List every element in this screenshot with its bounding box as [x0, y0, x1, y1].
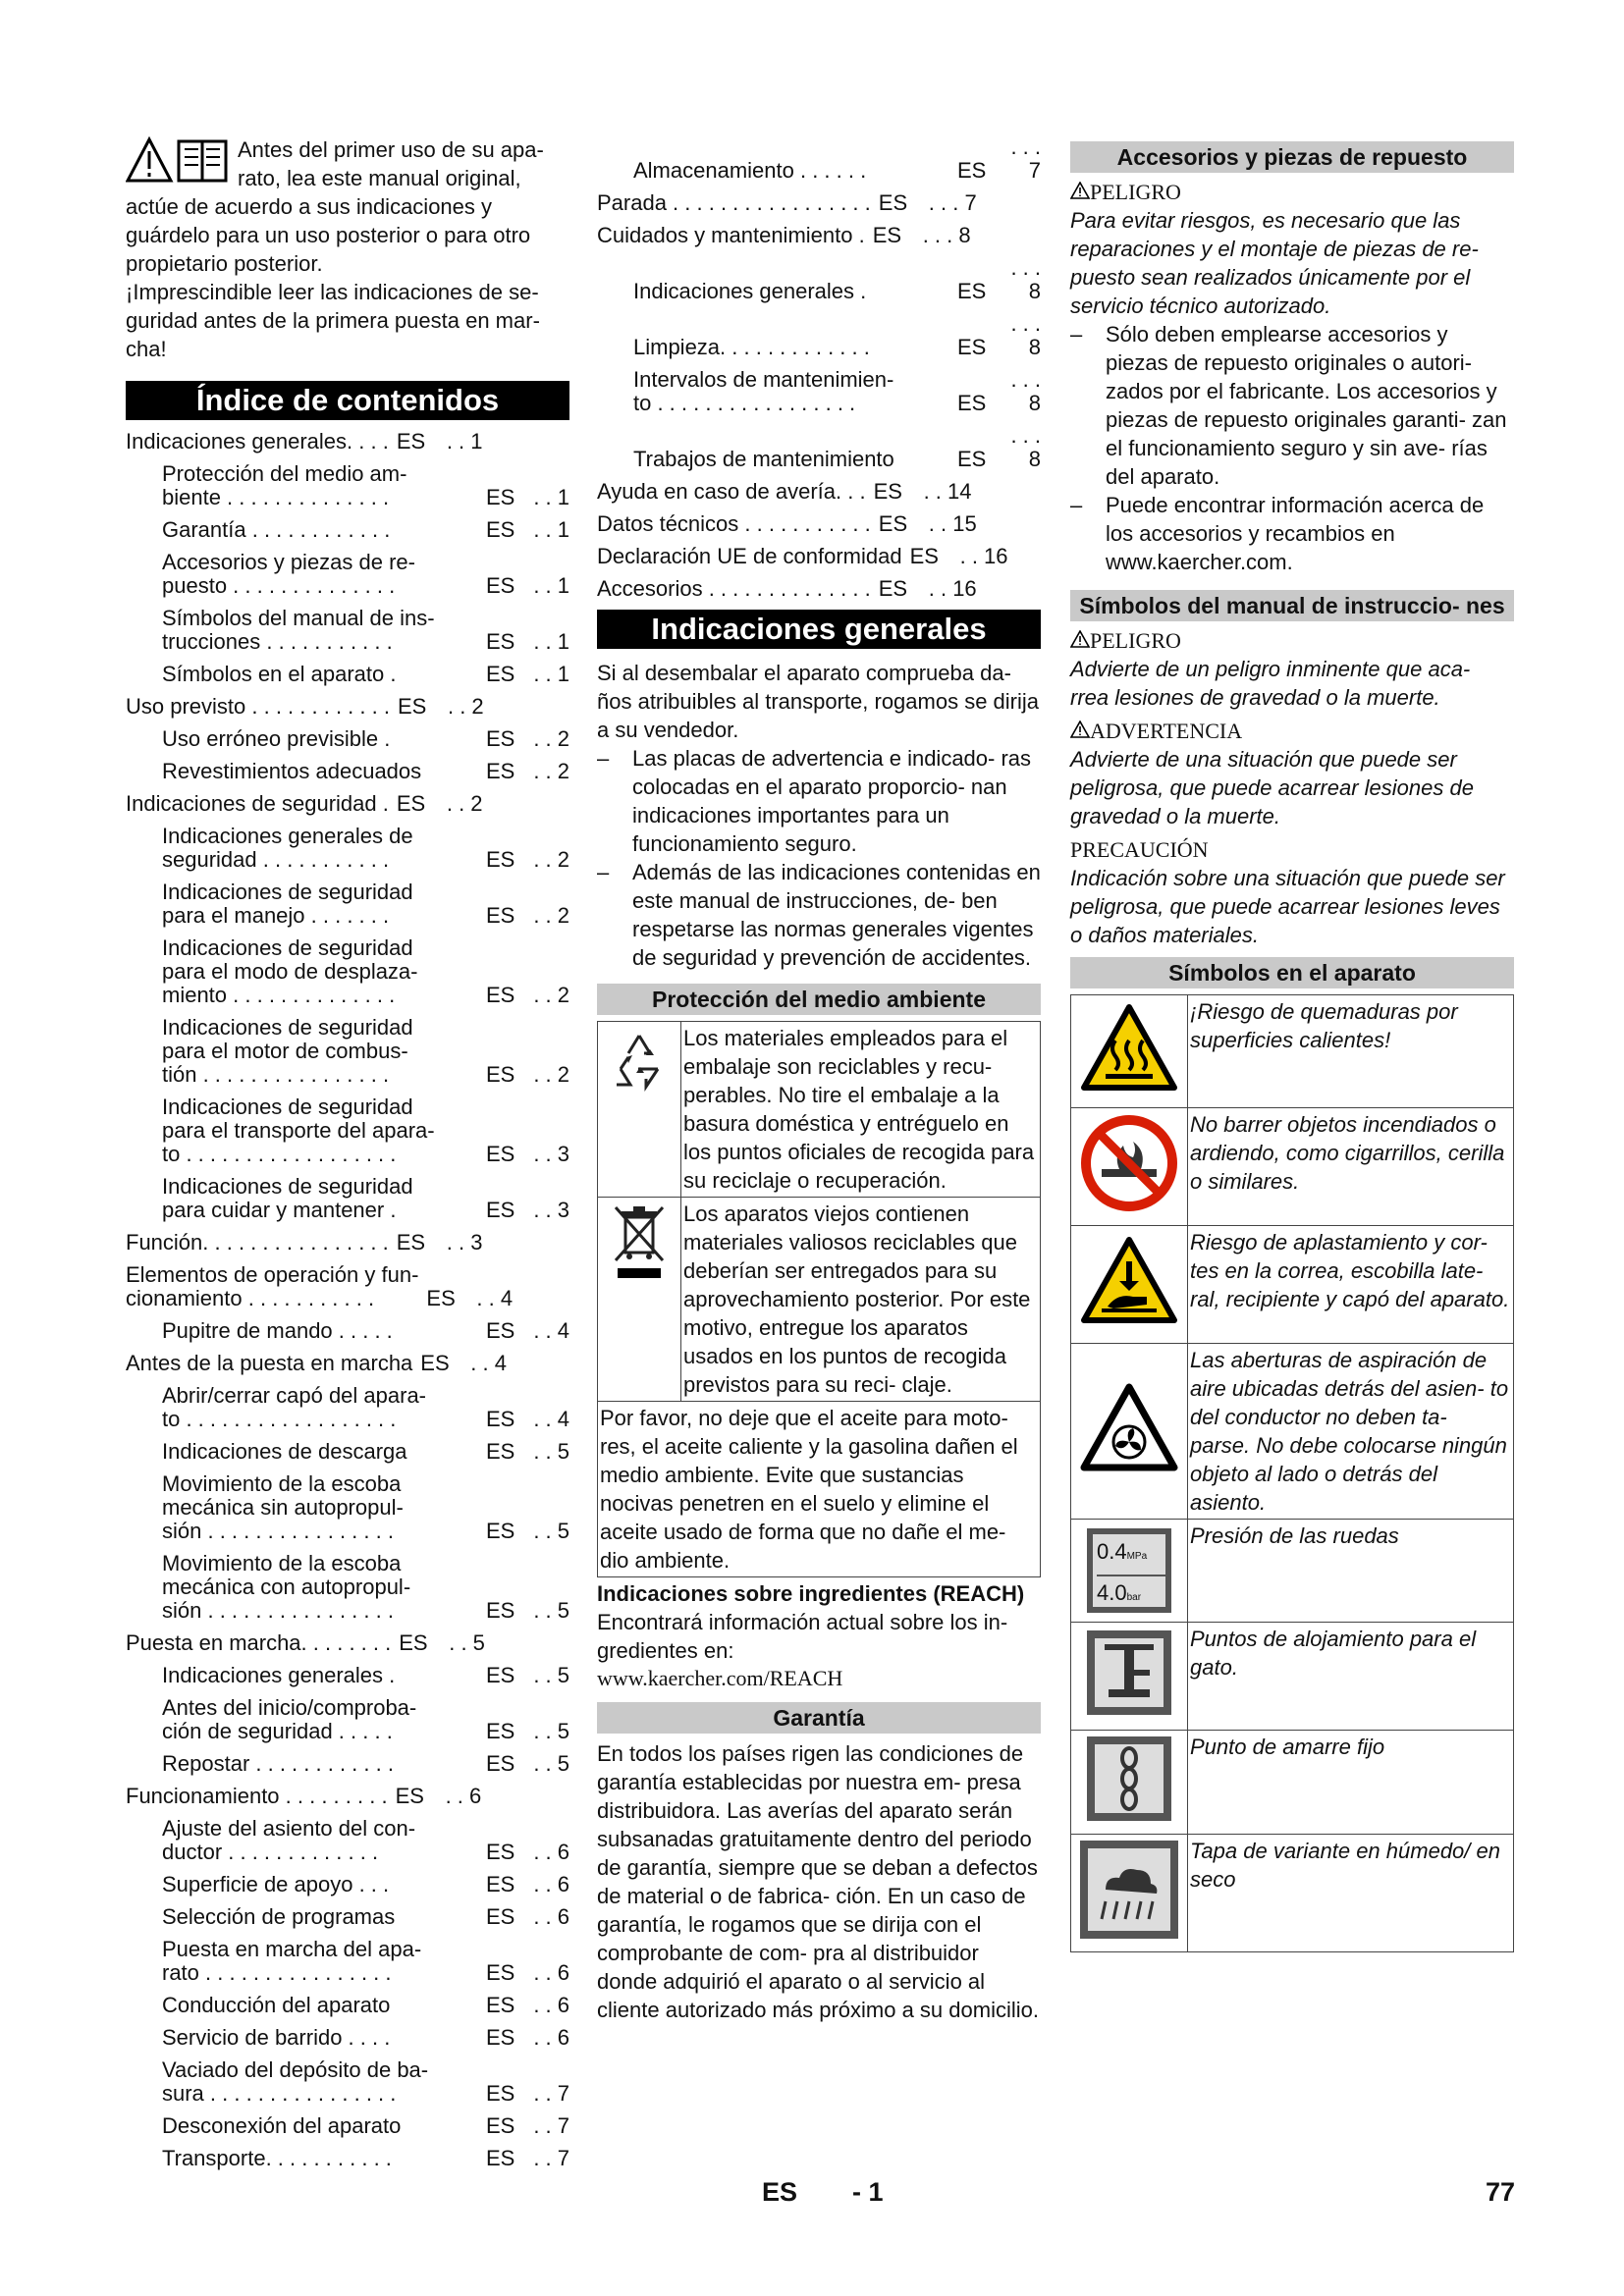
- toc-entry[interactable]: [597, 424, 1041, 471]
- symbol-wet-dry-text: Tapa de variante en húmedo/ en seco: [1188, 1835, 1514, 1952]
- toc-entry-title: Abrir/cerrar capó del apara- to . . . . . . . . . . . . . . . . . .: [162, 1383, 427, 1431]
- reach-url[interactable]: www.kaercher.com/REACH: [597, 1666, 843, 1690]
- device-symbols-title: Símbolos en el aparato: [1070, 957, 1514, 988]
- toc-entry-title: Parada . . . . . . . . . . . . . . . . .: [597, 190, 871, 215]
- toc-entry-lang: ES: [486, 1407, 515, 1431]
- toc-entry[interactable]: [597, 368, 1041, 415]
- toc-entry[interactable]: [126, 1994, 569, 2017]
- toc-entry-title: Indicaciones generales .: [633, 279, 867, 303]
- toc-entry-lang: ES: [486, 1904, 515, 1929]
- toc-entry[interactable]: [126, 1319, 569, 1343]
- toc-entry-title: Datos técnicos . . . . . . . . . . .: [597, 511, 871, 536]
- toc-entry[interactable]: [126, 462, 569, 509]
- toc-entry-lang: ES: [486, 1751, 515, 1776]
- toc-entry-lang: ES: [486, 2113, 515, 2138]
- column-left: [126, 135, 569, 2179]
- symbol-air-intake-text: Las aberturas de aspiración de aire ubicadas detrás del asien- to del conductor no deben ta- parse. No debe colocarse ningún objeto al lado o detrás del asiento.: [1188, 1344, 1514, 1520]
- toc-entry-title: Conducción del aparato: [162, 1993, 391, 2017]
- toc-entry-lang: ES: [957, 447, 987, 471]
- wet-dry-flap-icon: [1080, 1841, 1178, 1939]
- toc-entry-title: Movimiento de la escoba mecánica con autopropul- sión . . . . . . . . . . . . . . . .: [162, 1551, 411, 1623]
- toc-entry-title: Ajuste del asiento del con- ductor . . . . . . . . . . . . .: [162, 1816, 416, 1864]
- toc-entry-title: Indicaciones generales. . . .: [126, 429, 389, 454]
- toc-entry-title: Vaciado del depósito de ba- sura . . . . . . . . . . . . . . . .: [162, 2057, 429, 2106]
- toc-entry[interactable]: [126, 1231, 569, 1255]
- toc-entry[interactable]: [126, 518, 569, 542]
- toc-entry[interactable]: [126, 2026, 569, 2050]
- toc-entry-page: . . 6: [533, 1960, 569, 1985]
- toc-entry-lang: ES: [420, 1351, 450, 1375]
- toc-entry-lang: ES: [486, 662, 515, 686]
- toc-entry-lang: ES: [872, 223, 902, 247]
- toc-list-continued: [597, 135, 1041, 601]
- manual-caution-text: Indicación sobre una situación que puede ser peligrosa, que puede acarrear lesiones leves o daños materiales.: [1070, 866, 1505, 947]
- toc-entry[interactable]: [597, 256, 1041, 303]
- toc-entry-title: Antes del inicio/comproba- ción de seguridad . . . . .: [162, 1695, 417, 1743]
- toc-entry-title: Indicaciones de seguridad para el manejo . . . . . . .: [162, 880, 413, 928]
- symbol-no-burning-text: No barrer objetos incendiados o ardiendo, como cigarrillos, cerilla o similares.: [1188, 1108, 1514, 1226]
- toc-entry-page: . . 2: [533, 847, 569, 872]
- toc-entry-page: . . 4: [533, 1407, 569, 1431]
- toc-entry-title: Cuidados y mantenimiento .: [597, 223, 865, 247]
- toc-entry[interactable]: [597, 135, 1041, 183]
- toc-entry-page: . . 15: [928, 511, 977, 536]
- toc-entry[interactable]: [126, 1696, 569, 1743]
- toc-entry-page: . . 6: [533, 1904, 569, 1929]
- toc-entry-page: . . 1: [533, 573, 569, 598]
- toc-entry-lang: ES: [396, 429, 426, 454]
- manual-danger-text: Advierte de un peligro inminente que aca- rrea lesiones de gravedad o la muerte.: [1070, 657, 1471, 710]
- toc-entry-title: Movimiento de la escoba mecánica sin autopropul- sión . . . . . . . . . . . . . . . .: [162, 1471, 404, 1543]
- intro-block: [126, 135, 569, 363]
- toc-entry[interactable]: [126, 792, 569, 816]
- toc-entry-title: Transporte. . . . . . . . . . .: [162, 2146, 392, 2170]
- toc-list: [126, 430, 569, 2170]
- toc-entry-title: Accesorios y piezas de re- puesto . . . . . . . . . . . . . .: [162, 550, 415, 598]
- accessories-bullet: – Sólo deben emplearse accesorios y piezas de repuesto originales o autori- zados por el fabricante. Los accesorios y piezas de repuesto originales garanti- zan el funcionamiento seguro y sin ave- rías del aparato.: [1070, 322, 1507, 489]
- toc-entry[interactable]: [597, 480, 1041, 504]
- toc-entry-page: . . 16: [959, 544, 1008, 568]
- toc-entry-lang: ES: [486, 726, 515, 751]
- toc-entry-title: Símbolos del manual de ins- trucciones . . . . . . . . . . .: [162, 606, 435, 654]
- accessories-bullet: – Puede encontrar información acerca de los accesorios y recambios en www.kaercher.com.: [1070, 493, 1485, 574]
- toc-entry-title: Uso erróneo previsible .: [162, 726, 391, 751]
- toc-entry-lang: ES: [486, 903, 515, 928]
- symbol-crush-text: Riesgo de aplastamiento y cor- tes en la correa, escobilla late- ral, recipiente y capó del aparato.: [1188, 1226, 1514, 1344]
- column-right: [1070, 135, 1514, 1952]
- no-burning-objects-icon: [1080, 1114, 1178, 1212]
- toc-entry-page: . . . 8: [1010, 367, 1041, 415]
- toc-entry-lang: ES: [486, 847, 515, 872]
- toc-entry-page: . . . 7: [1010, 134, 1041, 183]
- warranty-text: En todos los países rigen las condiciones de garantía establecidas por nuestra em- presa distribuidora. Las averías del aparato serán subsanadas gratuitamente dentro del periodo de garantía, siempre que se deban a defectos de material o de fabrica- ción. En un caso de garantía, le rogamos que se dirija con el comprobante de com- pra al distribuidor donde adquirió el aparato o al servicio al cliente autorizado más próximo a su domicilio.: [597, 1741, 1039, 2022]
- toc-entry-title: Superficie de apoyo . . .: [162, 1872, 390, 1896]
- toc-entry-lang: ES: [878, 511, 908, 536]
- toc-entry-title: Indicaciones de seguridad para el modo de desplaza- miento . . . . . . . . . . . . . .: [162, 935, 418, 1007]
- toc-entry[interactable]: [126, 1631, 569, 1655]
- toc-entry-title: Símbolos en el aparato .: [162, 662, 397, 686]
- intro-must-read: ¡Imprescindible leer las indicaciones de se- guridad antes de la primera puesta en mar- cha!: [126, 280, 540, 361]
- toc-entry-page: . . 3: [533, 1198, 569, 1222]
- toc-entry-page: . . 1: [533, 517, 569, 542]
- environment-packaging-text: Los materiales empleados para el embalaje son reciclables y recu- perables. No tire el embalaje a la basura doméstica y entréguelo en los puntos oficiales de recogida para su reciclaje o recuperación.: [681, 1022, 1041, 1198]
- manual-warning-text: Advierte de una situación que puede ser peligrosa, que puede acarrear lesiones de gravedad o la muerte.: [1070, 747, 1474, 828]
- reach-text: Encontrará información actual sobre los in- gredientes en:: [597, 1610, 1008, 1663]
- toc-entry-page: . . 4: [470, 1351, 507, 1375]
- toc-entry-title: Servicio de barrido . . . .: [162, 2025, 391, 2050]
- manual-caution-label: PRECAUCIÓN: [1070, 837, 1209, 862]
- toc-entry-page: . . 2: [533, 726, 569, 751]
- toc-entry[interactable]: [597, 191, 1041, 215]
- toc-entry-title: Indicaciones de descarga: [162, 1439, 407, 1464]
- toc-entry-page: . . 4: [533, 1318, 569, 1343]
- toc-title: Índice de contenidos: [126, 381, 569, 420]
- toc-entry-page: . . 4: [476, 1286, 514, 1310]
- toc-entry-title: Protección del medio am- biente . . . . . . . . . . . . . .: [162, 461, 407, 509]
- environment-old-devices-text: Los aparatos viejos contienen materiales valiosos reciclables que deberían ser entregados para su aprovechamiento posterior. Por este motivo, entregue los aparatos usados en los puntos de recogida previstos para su reci- claje.: [681, 1198, 1041, 1402]
- toc-entry[interactable]: [597, 545, 1041, 568]
- toc-entry-title: Declaración UE de conformidad: [597, 544, 902, 568]
- toc-entry-title: Garantía . . . . . . . . . . . .: [162, 517, 391, 542]
- manual-warning-label: ADVERTENCIA: [1070, 718, 1514, 745]
- toc-entry[interactable]: [126, 663, 569, 686]
- intro-rest: actúe de acuerdo a sus indicaciones y guárdelo para un uso posterior o para otro propietario posterior.: [126, 194, 531, 276]
- toc-entry-lang: ES: [397, 694, 427, 719]
- toc-entry-page: . . 2: [447, 694, 484, 719]
- toc-entry-lang: ES: [878, 190, 908, 215]
- warning-triangle-icon: [1070, 721, 1090, 738]
- toc-entry-title: Trabajos de mantenimiento: [633, 447, 894, 471]
- toc-entry-page: . . . 8: [1010, 255, 1041, 303]
- toc-entry-lang: ES: [486, 1142, 515, 1166]
- toc-entry[interactable]: [126, 1175, 569, 1222]
- toc-entry-title: Puesta en marcha. . . . . . . .: [126, 1630, 392, 1655]
- toc-entry[interactable]: [126, 1938, 569, 1985]
- toc-entry[interactable]: [126, 2147, 569, 2170]
- toc-entry[interactable]: [126, 1752, 569, 1776]
- toc-entry-lang: ES: [396, 791, 426, 816]
- toc-entry-page: . . 5: [533, 1719, 569, 1743]
- toc-entry-lang: ES: [486, 1198, 515, 1222]
- toc-entry[interactable]: [126, 1552, 569, 1623]
- toc-entry-page: . . 14: [923, 479, 972, 504]
- toc-entry-lang: ES: [486, 1598, 515, 1623]
- toc-entry-lang: ES: [486, 1840, 515, 1864]
- toc-entry-lang: ES: [399, 1630, 428, 1655]
- toc-entry-title: Funcionamiento . . . . . . . . .: [126, 1784, 388, 1808]
- toc-entry-page: . . 2: [446, 791, 483, 816]
- manual-symbols-title: Símbolos del manual de instruccio- nes: [1070, 590, 1514, 621]
- symbol-tire-pressure-text: Presión de las ruedas: [1188, 1520, 1514, 1623]
- toc-entry[interactable]: [597, 224, 1041, 247]
- toc-entry-page: . . 1: [446, 429, 483, 454]
- toc-entry[interactable]: [126, 2058, 569, 2106]
- symbol-jack-points-text: Puntos de alojamiento para el gato.: [1188, 1623, 1514, 1731]
- toc-entry-lang: ES: [486, 2025, 515, 2050]
- environment-title: Protección del medio ambiente: [597, 984, 1041, 1015]
- toc-entry-page: . . 6: [533, 2025, 569, 2050]
- toc-entry-page: . . 6: [533, 1872, 569, 1896]
- toc-entry-page: . . 2: [533, 983, 569, 1007]
- toc-entry[interactable]: [126, 1472, 569, 1543]
- toc-entry-page: . . . 8: [1010, 423, 1041, 471]
- toc-entry-title: Uso previsto . . . . . . . . . . . .: [126, 694, 390, 719]
- toc-entry-lang: ES: [486, 1872, 515, 1896]
- toc-entry-page: . . . 8: [922, 223, 971, 247]
- toc-entry-lang: ES: [486, 2081, 515, 2106]
- toc-entry-lang: ES: [486, 573, 515, 598]
- toc-entry-page: . . 5: [449, 1630, 485, 1655]
- toc-entry-title: Ayuda en caso de avería. . .: [597, 479, 866, 504]
- toc-entry[interactable]: [126, 1817, 569, 1864]
- accessories-title: Accesorios y piezas de repuesto: [1070, 141, 1514, 173]
- toc-entry-lang: ES: [957, 158, 987, 183]
- fan-warning-icon: [1080, 1383, 1178, 1473]
- toc-entry-title: Indicaciones de seguridad para cuidar y mantener .: [162, 1174, 413, 1222]
- toc-entry[interactable]: [126, 1664, 569, 1687]
- jack-point-icon: [1087, 1630, 1171, 1715]
- toc-entry[interactable]: [126, 1785, 569, 1808]
- toc-entry-title: Indicaciones de seguridad para el transporte del apara- to . . . . . . . . . . . . . . . . . .: [162, 1095, 435, 1166]
- toc-entry[interactable]: [126, 881, 569, 928]
- toc-entry-title: Almacenamiento . . . . . .: [633, 158, 867, 183]
- toc-entry-page: . . 3: [446, 1230, 483, 1255]
- toc-entry-page: . . 2: [533, 903, 569, 928]
- toc-entry-title: Indicaciones generales de seguridad . . . . . . . . . . .: [162, 824, 413, 872]
- toc-entry[interactable]: [126, 727, 569, 751]
- hot-surface-icon: [1080, 1003, 1178, 1094]
- toc-entry-lang: ES: [486, 517, 515, 542]
- toc-entry-title: Puesta en marcha del apa- rato . . . . . . . . . . . . . . . .: [162, 1937, 422, 1985]
- toc-entry-lang: ES: [486, 1439, 515, 1464]
- toc-entry-lang: ES: [395, 1784, 424, 1808]
- toc-entry-lang: ES: [486, 1993, 515, 2017]
- toc-entry-lang: ES: [957, 335, 987, 359]
- toc-entry-lang: ES: [486, 2146, 515, 2170]
- toc-entry-lang: ES: [909, 544, 939, 568]
- toc-entry-page: . . . 7: [928, 190, 977, 215]
- pressure-mpa: 0.4: [1097, 1539, 1127, 1564]
- toc-entry[interactable]: [126, 695, 569, 719]
- toc-entry-page: . . 5: [533, 1519, 569, 1543]
- toc-entry-title: Indicaciones generales .: [162, 1663, 396, 1687]
- toc-entry-title: Desconexión del aparato: [162, 2113, 402, 2138]
- toc-entry-page: . . 6: [533, 1993, 569, 2017]
- toc-entry[interactable]: [126, 1095, 569, 1166]
- toc-entry-lang: ES: [486, 983, 515, 1007]
- symbol-tie-down-text: Punto de amarre fijo: [1188, 1731, 1514, 1835]
- symbol-hot-surface-text: ¡Riesgo de quemaduras por superficies calientes!: [1188, 995, 1514, 1108]
- general-bullet: – Además de las indicaciones contenidas en este manual de instrucciones, de- ben respetarse las normas generales vigentes de seguridad y prevención de accidentes.: [597, 860, 1041, 970]
- general-bullet: – Las placas de advertencia e indicado- ras colocadas en el aparato proporcio- nan indicaciones importantes para un funcionamiento seguro.: [597, 746, 1032, 856]
- crossed-bin-icon: [612, 1203, 667, 1311]
- toc-entry-page: . . 2: [533, 1062, 569, 1087]
- toc-entry-lang: ES: [486, 1960, 515, 1985]
- accessories-danger-label: PELIGRO: [1070, 179, 1514, 206]
- general-intro: Si al desembalar el aparato comprueba da- ños atribuibles al transporte, rogamos se dirija a su vendedor.: [597, 661, 1040, 742]
- toc-entry-page: . . 5: [533, 1751, 569, 1776]
- tie-down-point-icon: [1087, 1736, 1171, 1821]
- toc-entry[interactable]: [126, 760, 569, 783]
- toc-entry[interactable]: [126, 1352, 569, 1375]
- toc-entry-page: . . 5: [533, 1663, 569, 1687]
- toc-entry-page: . . 6: [445, 1784, 482, 1808]
- toc-entry-page: . . 5: [533, 1598, 569, 1623]
- toc-entry-page: . . 3: [533, 1142, 569, 1166]
- toc-entry-lang: ES: [486, 485, 515, 509]
- footer-page-code: - 1: [852, 2177, 884, 2207]
- toc-entry-page: . . 5: [533, 1439, 569, 1464]
- warning-book-icon: [126, 135, 232, 187]
- toc-entry[interactable]: [597, 312, 1041, 359]
- toc-entry[interactable]: [126, 1016, 569, 1087]
- toc-entry-page: . . 16: [928, 576, 977, 601]
- toc-entry[interactable]: [126, 551, 569, 598]
- manual-danger-label: PELIGRO: [1070, 627, 1514, 655]
- toc-entry[interactable]: [597, 577, 1041, 601]
- toc-entry-title: Limpieza. . . . . . . . . . . . .: [633, 335, 870, 359]
- tire-pressure-icon: 0.4MPa 4.0bar: [1087, 1528, 1171, 1613]
- environment-oil-text: Por favor, no deje que el aceite para moto- res, el aceite caliente y la gasolina dañen el medio ambiente. Evite que sustancias nocivas penetren en el suelo y elimine el aceite usado de forma que no dañe el me- dio ambiente.: [598, 1402, 1041, 1577]
- toc-entry[interactable]: [126, 430, 569, 454]
- toc-entry-lang: ES: [486, 1318, 515, 1343]
- reach-title: Indicaciones sobre ingredientes (REACH): [597, 1581, 1025, 1606]
- toc-entry-title: Selección de programas: [162, 1904, 396, 1929]
- toc-entry-title: Función. . . . . . . . . . . . . . . .: [126, 1230, 389, 1255]
- toc-entry[interactable]: [126, 1873, 569, 1896]
- toc-entry[interactable]: [126, 1263, 569, 1310]
- toc-entry-title: Indicaciones de seguridad para el motor de combus- tión . . . . . . . . . . . . . . . .: [162, 1015, 413, 1087]
- toc-entry-title: Repostar . . . . . . . . . . . .: [162, 1751, 394, 1776]
- toc-entry-page: . . 1: [533, 662, 569, 686]
- general-title: Indicaciones generales: [597, 610, 1041, 649]
- toc-entry-page: . . 6: [533, 1840, 569, 1864]
- toc-entry[interactable]: [126, 607, 569, 654]
- recycle-icon: [607, 1028, 672, 1093]
- toc-entry-title: Indicaciones de seguridad .: [126, 791, 389, 816]
- column-middle: [597, 135, 1041, 2024]
- warning-triangle-icon: [1070, 630, 1090, 648]
- toc-entry-page: . . 7: [533, 2081, 569, 2106]
- toc-entry-title: Revestimientos adecuados: [162, 759, 422, 783]
- toc-entry-lang: ES: [873, 479, 902, 504]
- toc-entry[interactable]: [126, 825, 569, 872]
- footer-lang: ES: [762, 2177, 798, 2207]
- toc-entry-title: Pupitre de mando . . . . .: [162, 1318, 393, 1343]
- toc-entry-lang: ES: [426, 1286, 456, 1310]
- toc-entry-page: . . 1: [533, 485, 569, 509]
- toc-entry-lang: ES: [486, 1062, 515, 1087]
- toc-entry-page: . . 2: [533, 759, 569, 783]
- toc-entry-page: . . 7: [533, 2146, 569, 2170]
- accessories-danger-text: Para evitar riesgos, es necesario que las reparaciones y el montaje de piezas de re- puesto sean realizados únicamente por el servicio técnico autorizado.: [1070, 208, 1479, 318]
- toc-entry-title: Accesorios . . . . . . . . . . . . . .: [597, 576, 871, 601]
- toc-entry-lang: ES: [486, 629, 515, 654]
- device-symbols-table: [1070, 994, 1514, 1952]
- toc-entry-title: Intervalos de mantenimien- to . . . . . . . . . . . . . . . . .: [633, 367, 894, 415]
- toc-entry-lang: ES: [957, 391, 987, 415]
- warning-triangle-icon: [1070, 182, 1090, 199]
- toc-entry-title: Antes de la puesta en marcha: [126, 1351, 413, 1375]
- toc-entry-page: . . . 8: [1010, 311, 1041, 359]
- toc-entry[interactable]: [126, 1384, 569, 1431]
- toc-entry[interactable]: [126, 1440, 569, 1464]
- toc-entry-page: . . 1: [533, 629, 569, 654]
- toc-entry-lang: ES: [486, 1519, 515, 1543]
- intro-line1: Antes del primer uso de su apa- rato, lea este manual original,: [238, 137, 544, 190]
- toc-entry[interactable]: [126, 1905, 569, 1929]
- toc-entry[interactable]: [126, 936, 569, 1007]
- toc-entry[interactable]: [126, 2114, 569, 2138]
- toc-entry-page: . . 7: [533, 2113, 569, 2138]
- warranty-title: Garantía: [597, 1702, 1041, 1734]
- toc-entry[interactable]: [597, 512, 1041, 536]
- toc-entry-title: Elementos de operación y fun- cionamiento . . . . . . . . . . .: [126, 1262, 419, 1310]
- environment-table: [597, 1021, 1041, 1577]
- footer-page-number: 77: [1486, 2177, 1516, 2207]
- pressure-bar: 4.0: [1097, 1580, 1127, 1605]
- toc-entry-lang: ES: [486, 759, 515, 783]
- toc-entry-lang: ES: [957, 279, 987, 303]
- toc-entry-lang: ES: [486, 1719, 515, 1743]
- toc-entry-lang: ES: [878, 576, 908, 601]
- toc-entry-lang: ES: [396, 1230, 426, 1255]
- toc-entry-lang: ES: [486, 1663, 515, 1687]
- crush-hazard-icon: [1080, 1236, 1178, 1326]
